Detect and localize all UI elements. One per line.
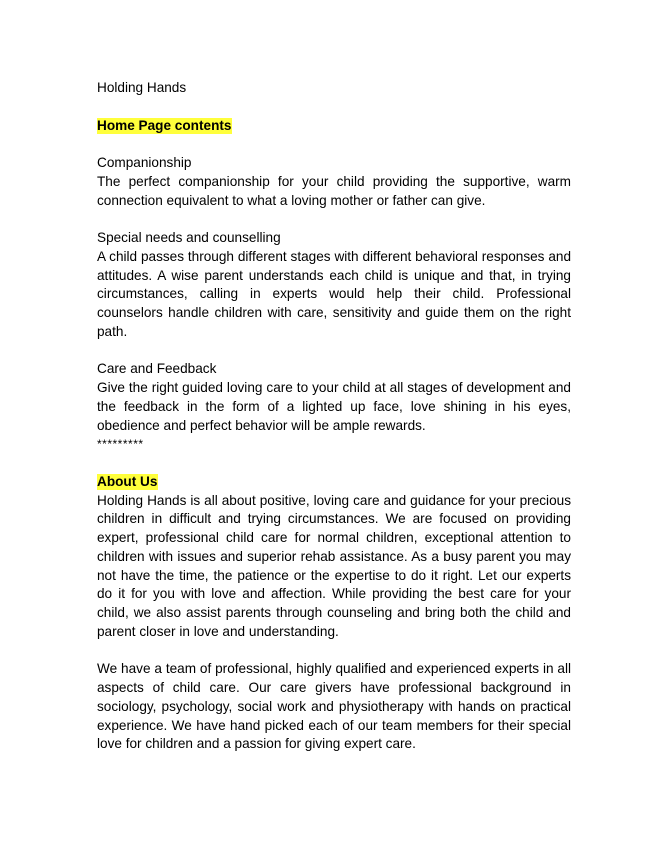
about-us-heading-line — [97, 473, 571, 492]
section-title-special-needs: Special needs and counselling — [97, 230, 281, 245]
spacer — [97, 342, 571, 361]
home-page-heading-line — [97, 117, 571, 136]
home-page-heading: Home Page contents — [97, 117, 232, 133]
section-body-care-feedback: Give the right guided loving care to your child at all stages of development and the feedback in the form of a lighted up face, love shining in his eyes, obedience and perfect behavior will be ample rewards. — [97, 380, 571, 433]
document-title: Holding Hands — [97, 80, 187, 95]
spacer — [97, 135, 571, 154]
about-us-heading: About Us — [97, 473, 158, 489]
spacer — [97, 454, 571, 473]
section-body-special-needs: A child passes through different stages with different behavioral responses and attitudes. A wise parent understands each child is unique and that, in trying circumstances, calling in experts would help their child. Professional counselors handle children with care, sensitivity and guide them on the right path. — [97, 248, 571, 339]
spacer — [97, 98, 571, 117]
about-us-paragraph-2: We have a team of professional, highly qualified and experienced experts in all aspects of child care. Our care givers have professional background in sociology, psychology, social work and physiotherapy with hands on practical experience. We have hand picked each of our team members for their special love for children and a passion for giving expert care. — [97, 661, 571, 752]
section-title-companionship: Companionship — [97, 155, 192, 170]
about-us-paragraph-1: Holding Hands is all about positive, loving care and guidance for your precious children in difficult and trying circumstances. We are focused on providing expert, professional child care for normal children, exceptional attention to children with issues and superior rehab assistance. As a busy parent you may not have the time, the patience or the expertise to do it right. Let our experts do it for you with love and affection. While providing the best care for your child, we also assist parents through counseling and bring both the child and parent closer in love and understanding. — [97, 492, 571, 639]
document-page — [97, 79, 571, 754]
section-title-care-feedback: Care and Feedback — [97, 361, 217, 377]
section-body-companionship: The perfect companionship for your child providing the supportive, warm connection equivalent to what a loving mother or father can give. — [97, 173, 571, 208]
spacer — [97, 642, 571, 661]
separator-asterisks: ********* — [97, 437, 144, 452]
spacer — [97, 210, 571, 229]
